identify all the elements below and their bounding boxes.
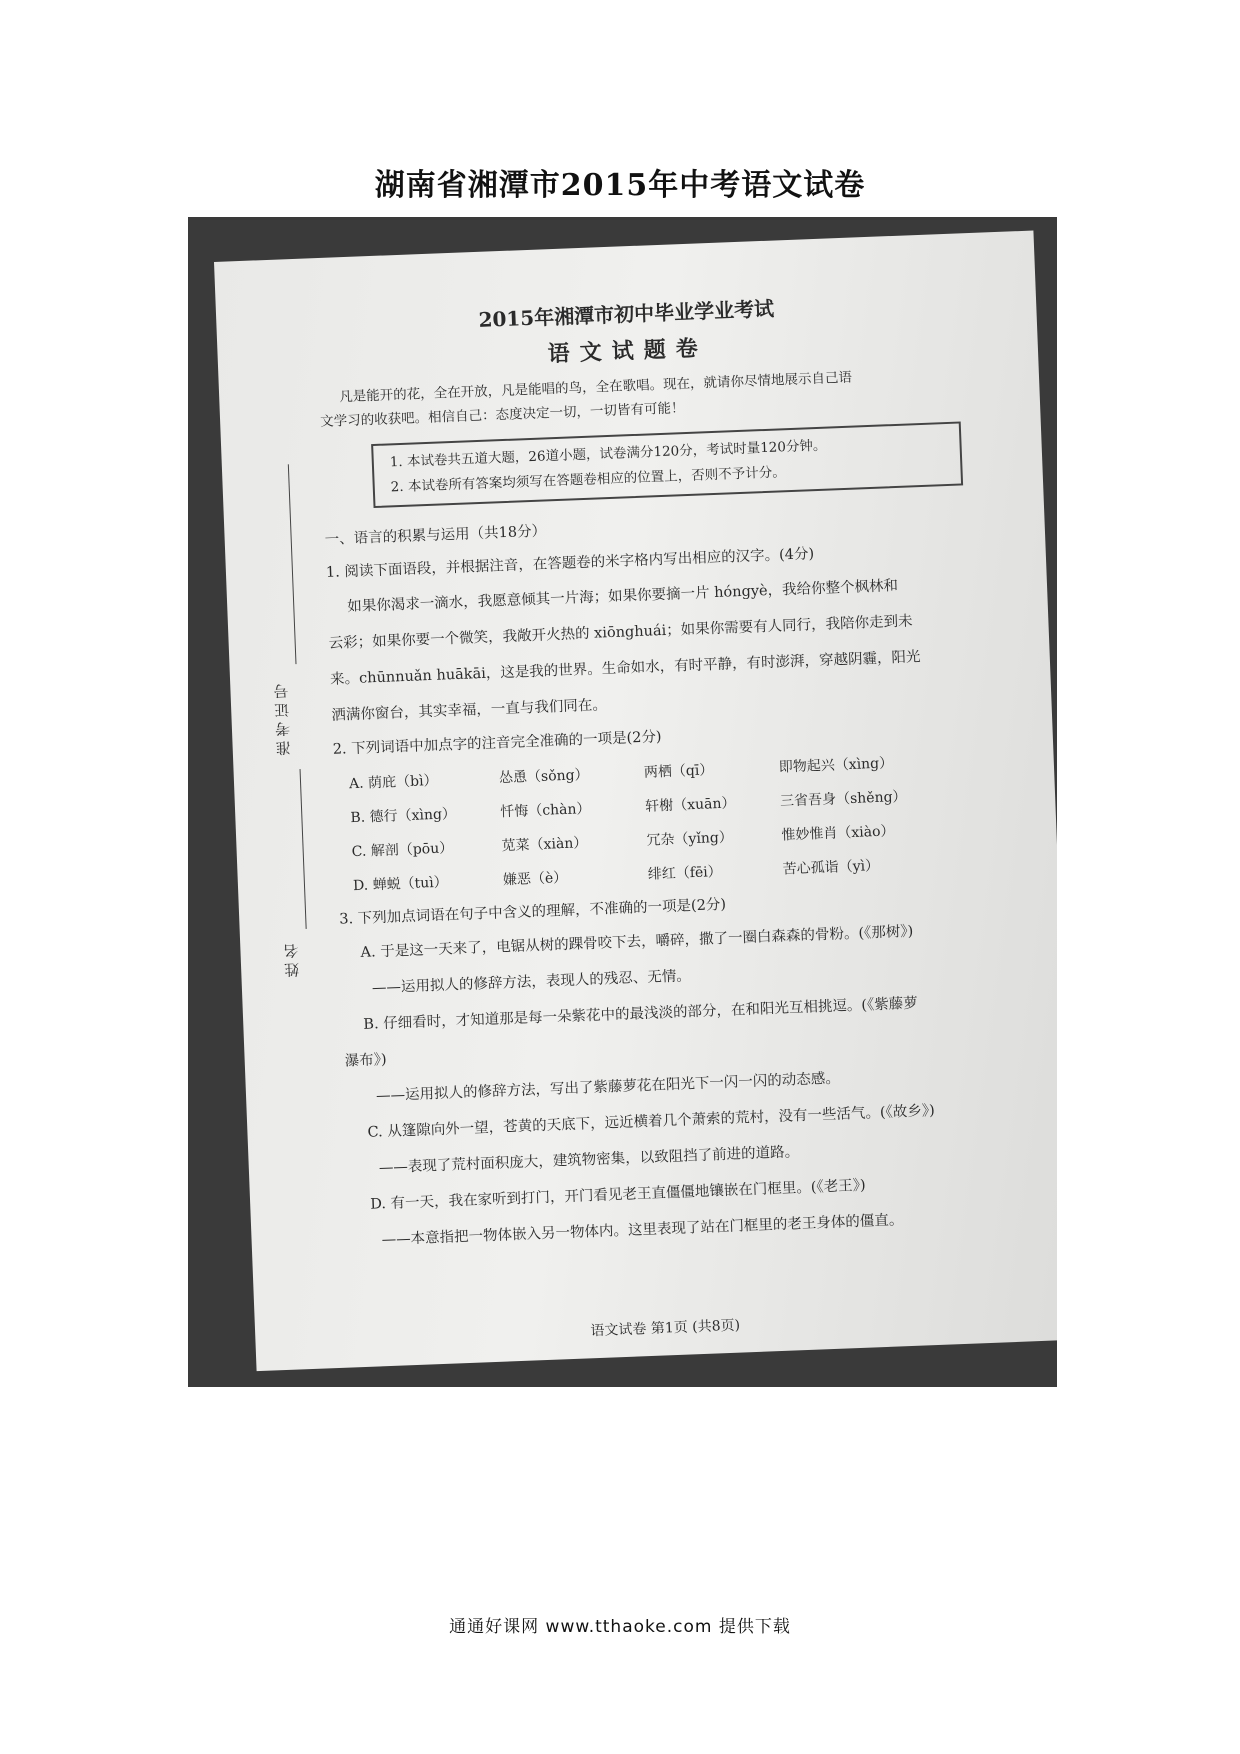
q3-option-d: D. 有一天，我在家听到打门，开门看见老王直僵僵地镶嵌在门框里。(《老王》)	[369, 1177, 866, 1213]
q2-option: 嫌恶（è）	[502, 869, 568, 889]
sheet-page-footer: 语文试卷 第1页 (共8页)	[590, 1317, 741, 1340]
q2-option: 苦心孤诣（yì）	[782, 857, 880, 878]
q2-option: 忏悔（chàn）	[500, 800, 591, 821]
exam-subtitle: 语文试题卷	[547, 335, 709, 368]
page-footer: 通通好课网 www.tthaoke.com 提供下载	[449, 1617, 791, 1637]
q3-option-c-explanation: ——表现了荒村面积庞大，建筑物密集，以致阻挡了前进的道路。	[378, 1144, 800, 1177]
q2-option: 轩榭（xuān）	[644, 795, 736, 815]
exam-sheet	[214, 231, 1057, 1372]
q2-option: 绯红（fēi）	[647, 863, 723, 883]
notice-box	[371, 421, 963, 508]
q2-option: 惟妙惟肖（xiào）	[781, 823, 895, 844]
q2-option: 即物起兴（xìng）	[778, 755, 894, 776]
q3-option-b-continued: 瀑布》)	[344, 1051, 387, 1070]
q3-option-b: B. 仔细看时，才知道那是每一朵紫花中的最浅淡的部分，在和阳光互相挑逗。(《紫藤萝	[363, 995, 919, 1033]
exam-photo	[188, 217, 1057, 1387]
question-1-paragraph-line: 云彩；如果你要一个微笑，我敞开火热的 xiōnghuái；如果你需要有人同行，我陪你走到未	[328, 613, 913, 652]
q2-option: 两栖（qī）	[643, 762, 714, 781]
q3-option-a: A. 于是这一天来了，电锯从树的踝骨咬下去，嚼碎，撒了一圈白森森的骨粉。(《那树》)	[360, 923, 914, 961]
document-title: 湖南省湘潭市2015年中考语文试卷	[374, 168, 866, 203]
q2-option: 苋菜（xiàn）	[501, 835, 588, 855]
q2-option: C. 解剖（pōu）	[351, 840, 454, 861]
q3-option-b-explanation: ——运用拟人的修辞方法，写出了紫藤萝花在阳光下一闪一闪的动态感。	[375, 1070, 841, 1105]
question-1-paragraph-line: 洒满你窗台，其实幸福，一直与我们同在。	[331, 697, 608, 724]
side-line-name	[300, 769, 307, 929]
side-line-id	[288, 464, 297, 664]
q2-option: A. 荫庇（bì）	[348, 772, 438, 793]
q2-option: 冗杂（yǐng）	[646, 829, 734, 849]
question-1-paragraph-line: 如果你渴求一滴水，我愿意倾其一片海；如果你要摘一片 hóngyè，我给你整个枫林和	[347, 577, 899, 616]
q3-option-d-explanation: ——本意指把一物体嵌入另一物体内。这里表现了站在门框里的老王身体的僵直。	[381, 1212, 904, 1249]
q2-option: 三省吾身（shěng）	[779, 788, 907, 810]
section-heading: 一、语言的积累与运用（共18分）	[324, 523, 547, 548]
notice-item-2: 2. 本试卷所有答案均须写在答题卷相应的位置上，否则不予计分。	[390, 464, 786, 496]
q3-option-a-explanation: ——运用拟人的修辞方法，表现人的残忍、无情。	[371, 968, 692, 997]
q3-option-c: C. 从篷隙向外一望，苍黄的天底下，远近横着几个萧索的荒村，没有一些活气。(《故乡》)	[367, 1102, 936, 1141]
side-label-id: 准考证号	[272, 679, 293, 757]
exam-title: 2015年湘潭市初中毕业学业考试	[478, 296, 775, 332]
intro-line-1: 凡是能开的花，全在开放，凡是能唱的鸟，全在歌唱。现在，就请你尽情地展示自己语	[338, 369, 853, 406]
q2-option: D. 蝉蜕（tuì）	[352, 874, 449, 895]
q2-option: B. 德行（xìng）	[350, 806, 457, 827]
q2-option: 怂恿（sǒng）	[498, 767, 589, 787]
question-1-paragraph-line: 来。chūnnuǎn huākāi，这是我的世界。生命如水，有时平静，有时澎湃，穿越阴霾，阳光	[329, 649, 921, 688]
question-2-stem: 2. 下列词语中加点字的注音完全准确的一项是(2分)	[332, 729, 662, 758]
intro-line-2: 文学习的收获吧。相信自己：态度决定一切，一切皆有可能！	[319, 400, 685, 431]
notice-item-1: 1. 本试卷共五道大题，26道小题，试卷满分120分，考试时量120分钟。	[389, 437, 827, 471]
side-label-name: 姓名	[282, 939, 302, 978]
question-1-stem: 1. 阅读下面语段，并根据注音，在答题卷的米字格内写出相应的汉字。(4分)	[325, 546, 815, 581]
question-3-stem: 3. 下列加点词语在句子中含义的理解，不准确的一项是(2分)	[339, 896, 727, 928]
